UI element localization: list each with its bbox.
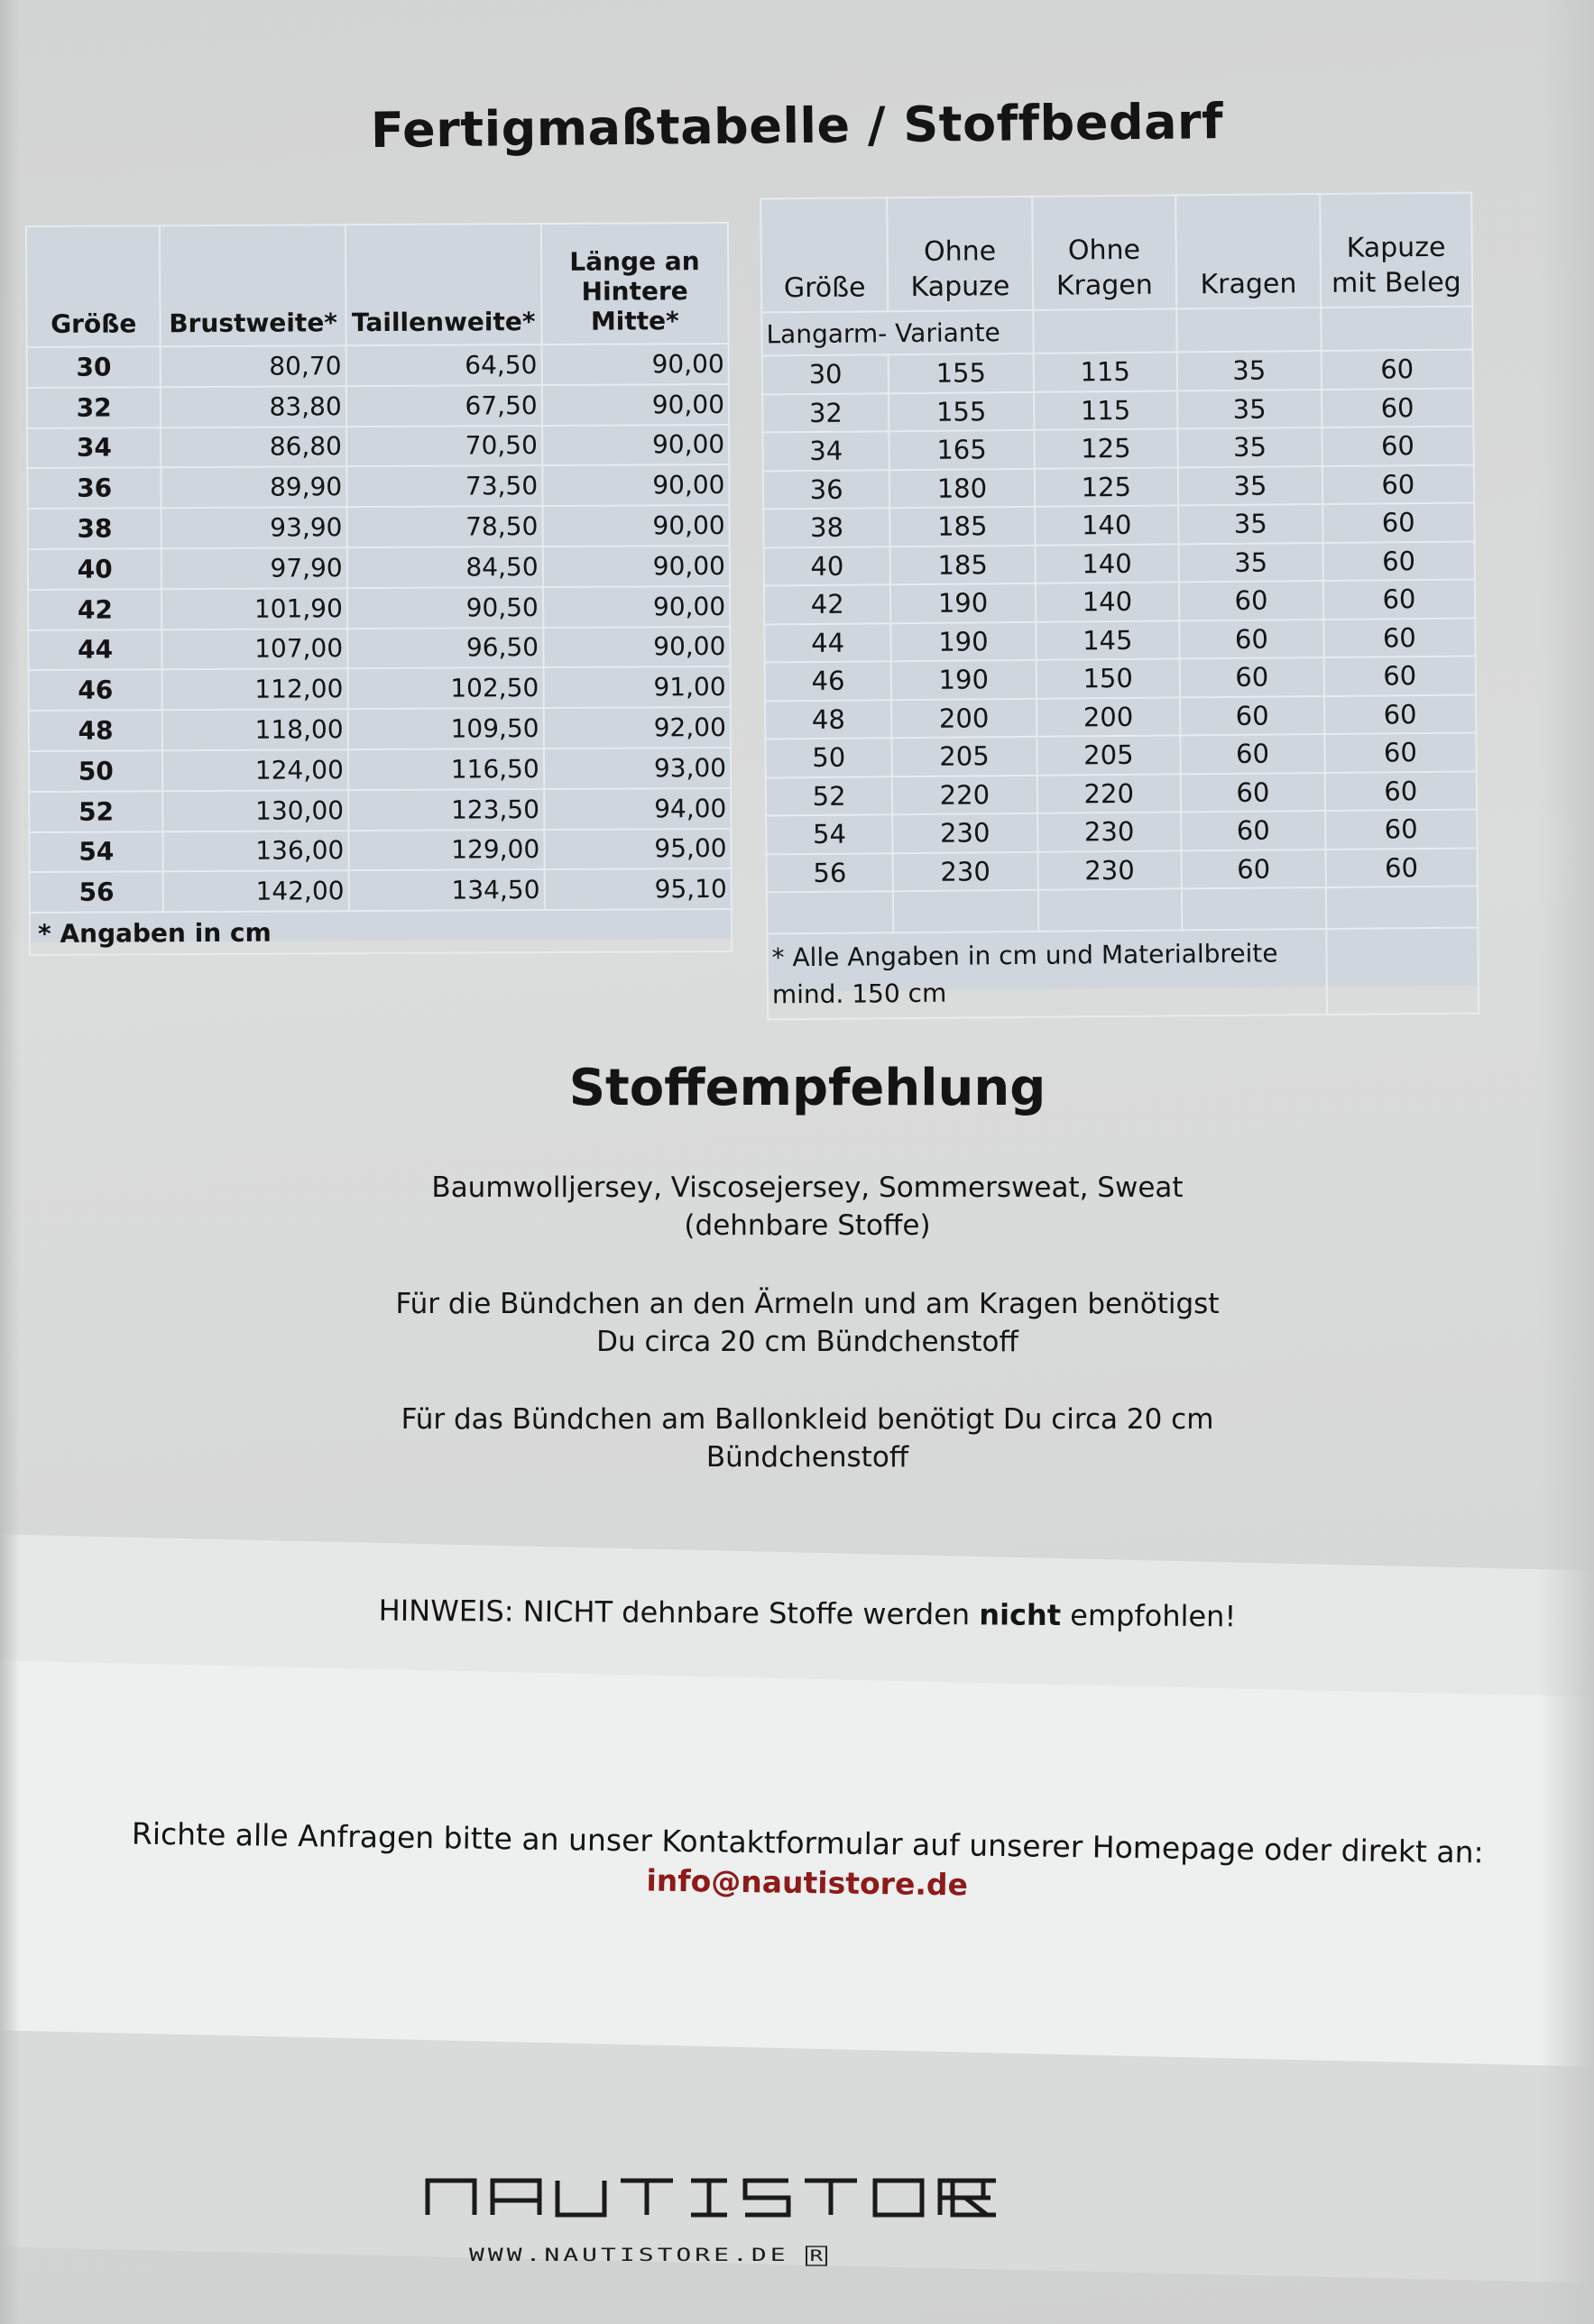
balloon-dress-cuff-text: Für das Bündchen am Ballonkleid benötigt Du circa 20 cm Bündchenstoff xyxy=(401,1403,1214,1474)
fabric-length-cell: 140 xyxy=(1035,544,1179,583)
measurement-cell: 80,70 xyxy=(161,345,346,387)
table-row xyxy=(764,541,1475,585)
fabric-length-cell: 35 xyxy=(1178,504,1322,544)
fabric-length-cell: 205 xyxy=(1037,735,1181,775)
table-row xyxy=(29,788,731,832)
column-header: Taillenweite* xyxy=(346,224,542,345)
fabric-length-cell: 60 xyxy=(1323,657,1476,696)
fabric-length-cell: 190 xyxy=(891,621,1037,661)
fabric-length-cell: 60 xyxy=(1322,541,1475,581)
column-header: Kragen xyxy=(1175,194,1321,308)
measurement-cell: 95,00 xyxy=(544,829,732,870)
fabric-length-cell: 220 xyxy=(892,775,1037,814)
fabric-length-cell: 60 xyxy=(1323,618,1476,657)
fabric-length-cell: 140 xyxy=(1035,582,1179,621)
measurement-cell: 136,00 xyxy=(163,831,349,872)
fabric-length-cell: 180 xyxy=(889,468,1035,508)
table-row xyxy=(763,503,1474,547)
table-row xyxy=(766,771,1477,815)
measurement-cell: 89,90 xyxy=(161,467,347,509)
table-row xyxy=(762,350,1473,394)
fabric-length-cell: 35 xyxy=(1178,427,1322,467)
fabric-length-cell: 60 xyxy=(1181,811,1325,850)
measurement-cell: 134,50 xyxy=(348,869,544,911)
fabric-length-cell: 230 xyxy=(1037,812,1182,851)
table-row xyxy=(764,580,1475,624)
size-cell: 46 xyxy=(29,670,163,712)
size-cell: 42 xyxy=(764,584,891,624)
size-cell: 34 xyxy=(762,431,889,471)
fabric-length-cell: 205 xyxy=(892,737,1037,776)
table-row xyxy=(29,829,731,873)
column-header: Länge an Hintere Mitte* xyxy=(541,223,729,344)
column-header: Brustweite* xyxy=(160,225,346,346)
column-header: Ohne Kragen xyxy=(1032,195,1177,309)
table-row xyxy=(762,427,1473,471)
table-row xyxy=(765,694,1476,739)
measurement-cell: 129,00 xyxy=(348,830,544,871)
size-cell: 42 xyxy=(28,589,162,630)
website-url[interactable]: WWW.NAUTISTORE.DE R xyxy=(469,2245,1028,2265)
column-header: Kapuze mit Beleg xyxy=(1320,193,1472,308)
table-row xyxy=(29,707,731,751)
fabric-length-cell: 150 xyxy=(1036,658,1180,698)
table-row xyxy=(765,657,1476,701)
table-row xyxy=(764,618,1475,662)
fabric-length-cell: 35 xyxy=(1177,351,1322,390)
table-row xyxy=(28,586,730,630)
size-cell: 54 xyxy=(766,814,893,854)
fabric-length-cell: 60 xyxy=(1181,734,1325,774)
size-cell: 50 xyxy=(29,750,163,792)
column-header: Größe xyxy=(26,225,161,347)
measurement-cell: 86,80 xyxy=(161,427,347,468)
fabric-length-cell: 60 xyxy=(1324,694,1477,734)
measurement-cell: 112,00 xyxy=(162,669,348,711)
fabric-length-cell: 60 xyxy=(1180,696,1324,736)
measurement-cell: 78,50 xyxy=(346,506,542,547)
measurement-cell: 73,50 xyxy=(346,465,542,507)
size-cell: 36 xyxy=(27,468,161,510)
fabric-length-cell: 230 xyxy=(1037,850,1182,890)
hint-text: HINWEIS: NICHT dehnbare Stoffe werden nicht empfohlen! xyxy=(378,1593,1237,1634)
fabric-length-cell: 155 xyxy=(889,354,1034,393)
table-row xyxy=(27,464,729,509)
table-row xyxy=(27,384,729,428)
page-edge-shadow xyxy=(0,0,20,2324)
table-footnote: * Angaben in cm xyxy=(30,909,732,955)
fabric-length-cell: 125 xyxy=(1034,428,1178,468)
measurement-cell: 90,00 xyxy=(541,344,729,385)
measurement-cell: 94,00 xyxy=(544,788,732,830)
measurement-cell: 102,50 xyxy=(347,667,543,709)
size-cell: 56 xyxy=(767,853,894,893)
fabric-length-cell: 60 xyxy=(1180,657,1324,697)
measurement-cell: 90,00 xyxy=(542,425,730,466)
measurement-cell: 84,50 xyxy=(347,547,543,588)
size-cell: 34 xyxy=(27,427,161,469)
fabric-length-cell: 60 xyxy=(1325,810,1478,850)
measurement-cell: 64,50 xyxy=(346,344,541,386)
fabric-length-cell: 145 xyxy=(1036,620,1180,660)
fabric-length-cell: 60 xyxy=(1322,427,1474,466)
fabric-length-cell: 140 xyxy=(1035,505,1179,545)
column-header: Ohne Kapuze xyxy=(888,197,1033,311)
fabric-length-cell: 230 xyxy=(893,851,1038,891)
fabric-length-cell: 185 xyxy=(890,507,1036,547)
table-row xyxy=(28,505,730,549)
fabric-length-cell: 60 xyxy=(1324,733,1477,773)
table-footnote: * Alle Angaben in cm und Materialbreite mind. 150 cm xyxy=(767,929,1327,1020)
registered-mark: R xyxy=(806,2246,827,2265)
measurement-cell: 90,50 xyxy=(347,587,543,629)
measurement-cell: 101,90 xyxy=(162,588,348,629)
section-heading: Stoffempfehlung xyxy=(568,1059,1046,1117)
measurement-cell: 97,90 xyxy=(161,547,347,589)
fabric-length-cell: 190 xyxy=(891,660,1037,700)
fabric-length-cell: 60 xyxy=(1321,350,1473,390)
table-row xyxy=(29,748,731,792)
fabric-length-cell: 35 xyxy=(1179,543,1323,583)
table-row xyxy=(762,388,1473,432)
size-cell: 40 xyxy=(764,547,891,586)
measurement-cell: 130,00 xyxy=(163,790,349,831)
size-cell: 56 xyxy=(30,872,164,914)
fabric-length-cell: 190 xyxy=(890,583,1036,623)
table-caption: Langarm- Variante xyxy=(761,310,1033,356)
contact-text: Richte alle Anfragen bitte an unser Kontaktformular auf unserer Homepage oder direkt an: xyxy=(131,1815,1484,1870)
measurement-cell: 123,50 xyxy=(348,789,544,831)
cuff-fabric-text: Für die Bündchen an den Ärmeln und am Kragen benötigst Du circa 20 cm Bündchenstoff xyxy=(395,1288,1220,1358)
measurement-cell: 67,50 xyxy=(346,385,542,427)
table-row xyxy=(766,810,1477,854)
size-cell: 46 xyxy=(765,661,892,701)
fabric-length-cell: 115 xyxy=(1034,390,1178,430)
measurement-cell: 90,00 xyxy=(543,586,731,628)
fabric-length-cell: 165 xyxy=(889,430,1035,470)
measurement-cell: 116,50 xyxy=(348,749,544,790)
fabric-length-cell: 60 xyxy=(1179,581,1323,620)
size-cell: 48 xyxy=(29,710,163,751)
size-cell: 30 xyxy=(762,354,889,394)
table-row xyxy=(28,627,730,671)
fabric-length-cell: 125 xyxy=(1034,467,1178,507)
finished-measurements-table xyxy=(25,222,733,950)
size-cell: 52 xyxy=(766,776,893,816)
measurement-cell: 90,00 xyxy=(543,627,731,668)
table-row xyxy=(27,425,729,469)
size-cell: 38 xyxy=(763,508,890,547)
fabric-requirement-table xyxy=(760,192,1479,1009)
measurement-cell: 90,00 xyxy=(542,505,730,547)
measurement-cell: 70,50 xyxy=(346,426,542,467)
measurement-cell: 91,00 xyxy=(543,666,731,708)
fabric-length-cell: 60 xyxy=(1179,620,1323,659)
measurement-cell: 124,00 xyxy=(162,749,348,791)
fabric-length-cell: 60 xyxy=(1322,388,1474,427)
fabric-length-cell: 60 xyxy=(1324,771,1477,811)
column-header: Größe xyxy=(760,197,888,312)
fabric-length-cell: 185 xyxy=(890,545,1036,584)
size-cell: 32 xyxy=(27,387,161,428)
fabric-length-cell: 60 xyxy=(1322,464,1475,504)
nautistore-logo xyxy=(424,2175,1001,2218)
measurement-cell: 93,00 xyxy=(544,748,732,789)
size-cell: 30 xyxy=(27,346,161,388)
size-cell: 54 xyxy=(29,831,163,873)
page-title: Fertigmaßtabelle / Stoffbedarf xyxy=(370,93,1224,159)
fabric-length-cell: 60 xyxy=(1323,580,1476,620)
measurement-cell: 90,00 xyxy=(542,464,730,506)
fabric-length-cell: 60 xyxy=(1322,503,1475,543)
fabric-length-cell: 220 xyxy=(1037,774,1181,813)
table-row xyxy=(765,733,1476,777)
size-cell: 36 xyxy=(763,470,890,510)
table-row xyxy=(763,464,1474,509)
fabric-length-cell: 200 xyxy=(1037,697,1181,737)
size-cell: 38 xyxy=(28,508,162,549)
table-row xyxy=(29,666,731,711)
fabric-length-cell: 155 xyxy=(889,391,1034,431)
fabric-length-cell: 200 xyxy=(891,698,1037,738)
size-cell: 44 xyxy=(764,623,891,663)
fabric-length-cell: 60 xyxy=(1325,848,1478,887)
measurement-cell: 109,50 xyxy=(347,708,543,749)
measurement-cell: 96,50 xyxy=(347,628,543,669)
size-cell: 52 xyxy=(29,791,163,832)
fabric-length-cell: 35 xyxy=(1177,390,1322,429)
measurement-cell: 118,00 xyxy=(162,709,348,750)
size-cell: 50 xyxy=(765,738,892,777)
fabric-length-cell: 115 xyxy=(1033,352,1177,391)
measurement-cell: 93,90 xyxy=(161,507,347,548)
table-row xyxy=(28,546,730,590)
measurement-cell: 95,10 xyxy=(544,868,732,910)
measurement-cell: 92,00 xyxy=(543,707,731,749)
fabric-length-cell: 60 xyxy=(1182,850,1326,889)
table-row xyxy=(30,868,732,913)
measurement-cell: 142,00 xyxy=(163,871,349,913)
measurement-cell: 107,00 xyxy=(162,629,348,670)
measurement-cell: 90,00 xyxy=(542,546,730,587)
measurement-cell: 90,00 xyxy=(542,384,730,426)
fabric-length-cell: 60 xyxy=(1181,773,1325,813)
size-cell: 40 xyxy=(28,548,162,590)
size-cell: 48 xyxy=(765,700,892,739)
table-row xyxy=(767,848,1478,892)
email-link[interactable]: info@nautistore.de xyxy=(646,1862,969,1903)
size-cell: 32 xyxy=(762,393,889,433)
table-row xyxy=(27,344,729,388)
fabric-length-cell: 35 xyxy=(1178,466,1322,506)
size-cell: 44 xyxy=(28,629,162,671)
measurement-cell: 83,80 xyxy=(161,386,346,427)
fabric-length-cell: 230 xyxy=(892,813,1037,853)
page-edge-shadow xyxy=(1540,0,1594,2324)
fabric-recommendation-text: Baumwolljersey, Viscosejersey, Sommersweat, Sweat (dehnbare Stoffe) xyxy=(431,1171,1184,1242)
